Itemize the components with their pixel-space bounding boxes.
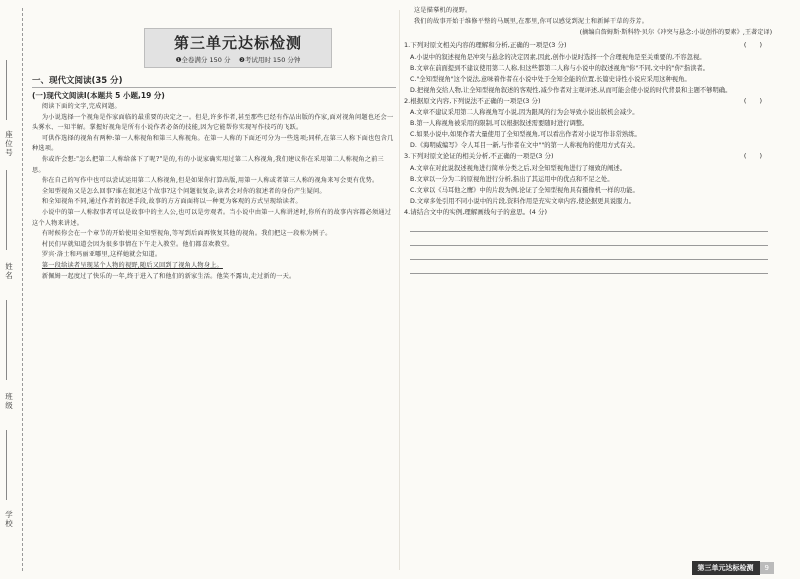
school-label: 学校 (5, 510, 13, 528)
question-3 (404, 151, 772, 207)
page-gutter (399, 10, 400, 570)
cut-line (22, 8, 23, 571)
answer-line[interactable] (410, 218, 768, 232)
passage-paragraph: 小说中的第一人称叙事者可以是故事中的主人公,也可以是旁观者。当小说中由第一人称讲述时,你所有的故事内容都必须通过这个人物来讲述。 (32, 208, 392, 227)
excerpt-paragraph: 村民们早就知道会因为很多事情在下午走入教堂。他们都喜欢教堂。 (41, 240, 234, 248)
option-b[interactable]: B.文章在前面提到不建议使用第二人称,但这些都第二人称与小说中的叙述视角"你"不同,文中的"你"指读者。 (410, 64, 709, 72)
fill-line (6, 430, 7, 500)
answer-paren[interactable]: ( ) (743, 41, 762, 50)
time-limit: ❷考试用时 150 分钟 (239, 56, 301, 64)
page-footer (692, 561, 774, 575)
question-2 (404, 96, 772, 152)
option-b[interactable]: B.第一人称视角被采用的限制,可以根据叙述需要随时进行调整。 (410, 120, 589, 128)
answer-line[interactable] (410, 232, 768, 246)
exam-title-box (144, 28, 332, 68)
option-d[interactable]: D.文章多处引用不同小说中的片段,资料作用是充实文章内容,使论据更具说服力。 (410, 197, 635, 205)
right-column (404, 6, 772, 566)
option-a[interactable]: A.文章不建议采用第二人称视角写小说,因为跟风的行为会导致小说出版机会减少。 (410, 109, 639, 117)
question-stem: 3.下列对原文论证的相关分析,不正确的一项是(3 分) (404, 152, 554, 161)
question-1 (404, 40, 772, 96)
passage-paragraph: 和全知视角不同,通过作者的叙述手段,故事的方方面面将以一种更为客观的方式呈现给读者。 (41, 198, 302, 206)
answer-line[interactable] (410, 246, 768, 260)
answer-line[interactable] (410, 260, 768, 274)
question-stem: 1.下列对原文相关内容的理解和分析,正确的一项是(3 分) (404, 41, 567, 50)
exam-title: 第三单元达标检测 (173, 34, 302, 52)
passage-paragraph: 全知型视角又是怎么回事?谁在叙述这个故事?这个问题很复杂,读者会对你的叙述者的身份产生疑问。 (41, 187, 326, 195)
section-heading: 一、现代文阅读(35 分) (32, 74, 396, 88)
option-c[interactable]: C."全知型视角"这个说法,意味着作者在小说中处于全知全能的位置,长篇史诗性小说应采用这种视角。 (410, 75, 691, 83)
excerpt-paragraph: 罗宾·洛士和玛丽亚哪里,这样她就会知道。 (41, 251, 162, 259)
footer-label: 第三单元达标检测 (692, 561, 760, 575)
citation: (摘编自詹姆斯·斯科特·贝尔《冲突与悬念:小说创作的要素》,王著定译) (579, 29, 772, 37)
fill-line (6, 60, 7, 120)
option-c[interactable]: C.如果小说中,如果作者大量使用了全知型视角,可以看出作者对小说写作非常熟练。 (410, 131, 641, 139)
question-stem: 4.请结合文中的实例,理解画线句子的意思。(4 分) (404, 207, 548, 216)
exam-meta (145, 55, 331, 64)
question-stem: 2.根据原文内容,下列说法不正确的一项是(3 分) (404, 96, 541, 105)
option-c[interactable]: C.文章以《马耳他之鹰》中的片段为例,论证了全知型视角具有摄像机一样的功能。 (410, 186, 639, 194)
answer-paren[interactable]: ( ) (743, 96, 762, 105)
excerpt-paragraph: 新佩姆一起度过了快乐的一年,终于进入了和他们的新家生活。他笑不露齿,走过新的一天。 (41, 272, 296, 280)
excerpt-paragraph: 第一段给读者呈现某个人物的视野,随后又回到了视角人物身上。 (41, 261, 223, 269)
left-column (32, 28, 396, 573)
passage-paragraph: 你或许会想:"怎么把第二人称给落下了呢?"是的,有的小说家确实用过第二人称视角,我们建议你在采用第二人称视角之前三思。 (32, 155, 384, 174)
question-4 (404, 207, 772, 275)
passage-paragraph: 为小说选择一个视角是作家面临的最重要的决定之一。但是,许多作者,甚至那些已经有作品出版的作家,面对视角问题也还会一头雾水、一知半解。掌握好视角是所有小说作者必备的技能,因为它能帮你实现写作技巧的飞跃。 (32, 113, 394, 132)
passage-paragraph: 这是描摹机的视野。 (413, 7, 472, 14)
name-label: 姓名 (5, 262, 13, 280)
passage-paragraph: 有时候你会在一个章节的开始使用全知型视角,等写到后面再恢复其他的视角。我们把这一段称为例子。 (41, 230, 332, 238)
option-a[interactable]: A.小说中的叙述视角是冲突与悬念的决定因素,因此,创作小说时选择一个合理视角是至关重要的,不容忽视。 (410, 53, 706, 61)
passage-paragraph: 可供作选择的视角有两种:第一人称视角和第三人称视角。在第一人称的下面还可分为一些选项;同样,在第三人称下面也包含几种选项。 (32, 134, 394, 153)
option-d[interactable]: D.把视角交给人物,让全知型视角叙述的客观性,减少作者对主观评述,从而可能会使小说的时代背景和主题不够明确。 (410, 86, 732, 94)
page-number: 9 (760, 562, 774, 574)
instruction: 阅读下面的文字,完成问题。 (41, 103, 121, 110)
fill-line (6, 300, 7, 380)
class-label: 班级 (5, 392, 13, 410)
option-a[interactable]: A.文章在对此说叙述视角进行简单分类之后,对全知型视角进行了细致的阐述。 (410, 164, 626, 172)
binding-margin (0, 0, 30, 579)
long-quote: 我们的故事开始于维修平整的马厩里,在那里,你可以感觉到泥土和新鲜干草的芬芳。 (413, 17, 649, 25)
option-d[interactable]: D.《海明威编写》令人耳目一新,与作者在文中""的第一人称视角的使用方式有关。 (410, 142, 639, 150)
option-b[interactable]: B.文章以一分为二的原视角进行分析,指出了其运用中的优点和不足之处。 (410, 175, 614, 183)
passage-paragraph: 你在自己的写作中也可以尝试运用第二人称视角,但是如果你打算出版,用第一人称或者第三人称的视角来写会更有优势。 (41, 177, 379, 185)
fill-line (6, 170, 7, 250)
subsection-heading: (一)现代文阅读Ⅰ(本题共 5 小题,19 分) (32, 91, 165, 100)
seat-label: 座位号 (5, 130, 13, 157)
full-score: ❶全卷满分 150 分 (175, 56, 231, 64)
answer-paren[interactable]: ( ) (743, 152, 762, 161)
